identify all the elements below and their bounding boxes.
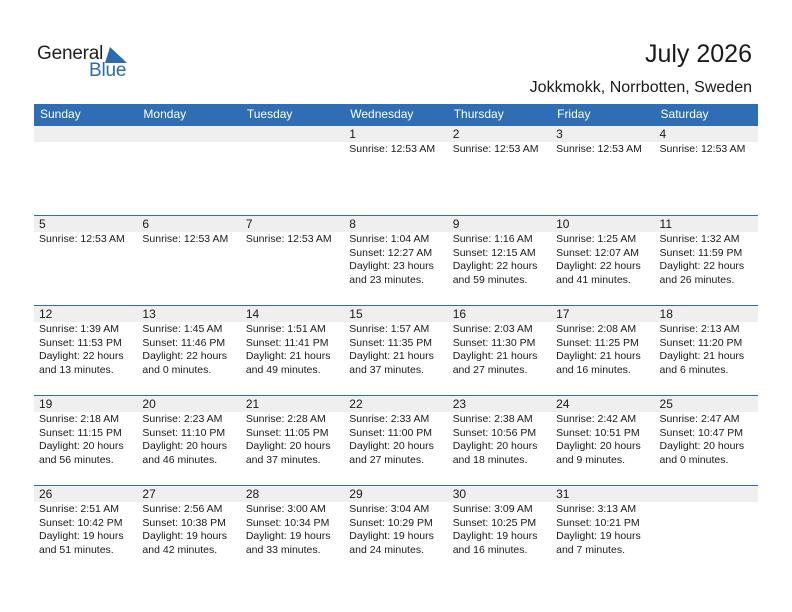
location-subtitle: Jokkmokk, Norrbotten, Sweden	[529, 79, 752, 96]
day-number: 24	[551, 396, 654, 412]
weekday-sunday: Sunday	[40, 107, 81, 121]
week-row	[34, 125, 758, 216]
day-details	[551, 142, 654, 157]
day-detail-line: and 37 minutes.	[245, 453, 321, 466]
day-number: 8	[344, 216, 447, 232]
empty-day-cell	[655, 486, 758, 575]
day-detail-line: and 7 minutes.	[556, 543, 625, 556]
day-number	[241, 126, 344, 142]
logo	[37, 43, 137, 83]
day-cell	[241, 396, 344, 485]
day-detail-line: Daylight: 19 hours	[245, 530, 331, 542]
day-cell	[241, 486, 344, 575]
day-detail-line: Daylight: 20 hours	[349, 440, 434, 452]
day-detail-line: Sunset: 12:27 AM	[349, 246, 433, 259]
day-detail-line: Sunrise: 2:03 AM	[452, 323, 533, 335]
day-cell	[137, 396, 240, 485]
day-cell	[551, 126, 654, 215]
day-detail-line: Sunset: 10:47 PM	[659, 426, 743, 439]
empty-day-cell	[241, 126, 344, 215]
day-detail-line: Sunrise: 1:04 AM	[349, 233, 430, 245]
day-cell	[655, 306, 758, 395]
day-detail-line: Daylight: 20 hours	[39, 440, 124, 452]
day-detail-line: Sunset: 10:56 PM	[452, 426, 537, 439]
day-detail-line: Sunset: 11:30 PM	[452, 336, 536, 349]
day-detail-line: Sunset: 11:10 PM	[142, 426, 226, 439]
day-details	[137, 412, 240, 467]
day-detail-line: and 23 minutes.	[349, 273, 424, 286]
day-details	[551, 412, 654, 467]
day-cell	[344, 396, 447, 485]
day-details	[241, 232, 344, 247]
empty-day-cell	[137, 126, 240, 215]
day-detail-line: Daylight: 19 hours	[452, 530, 538, 542]
day-details	[241, 322, 344, 377]
day-detail-line: Daylight: 22 hours	[556, 260, 641, 272]
day-details	[241, 412, 344, 467]
day-detail-line: Sunset: 10:21 PM	[556, 516, 640, 529]
day-number: 29	[344, 486, 447, 502]
day-detail-line: Sunset: 11:59 PM	[659, 246, 743, 259]
day-detail-line: Sunrise: 2:38 AM	[452, 413, 533, 425]
day-cell	[34, 306, 137, 395]
day-detail-line: Daylight: 20 hours	[452, 440, 538, 452]
day-detail-line: Daylight: 22 hours	[452, 260, 538, 272]
day-detail-line: Daylight: 20 hours	[142, 440, 228, 452]
day-detail-line: Sunrise: 12:53 AM	[452, 143, 539, 155]
day-detail-line: Sunrise: 12:53 AM	[245, 233, 332, 245]
day-number: 10	[551, 216, 654, 232]
day-detail-line: Sunset: 11:20 PM	[659, 336, 743, 349]
day-detail-line: Sunrise: 3:13 AM	[556, 503, 637, 515]
day-number: 19	[34, 396, 137, 412]
day-detail-line: Daylight: 21 hours	[349, 350, 434, 362]
day-details	[655, 142, 758, 157]
day-detail-line: and 51 minutes.	[39, 543, 114, 556]
day-number: 22	[344, 396, 447, 412]
day-number: 15	[344, 306, 447, 322]
day-cell	[344, 486, 447, 575]
day-detail-line: Daylight: 19 hours	[556, 530, 641, 542]
day-detail-line: and 9 minutes.	[556, 453, 625, 466]
day-cell	[137, 306, 240, 395]
day-details	[137, 502, 240, 557]
day-number: 27	[137, 486, 240, 502]
day-number: 28	[241, 486, 344, 502]
logo-general-text: General	[37, 43, 104, 64]
day-detail-line: Sunrise: 1:16 AM	[452, 233, 533, 245]
day-cell	[551, 396, 654, 485]
day-number: 5	[34, 216, 137, 232]
day-number: 31	[551, 486, 654, 502]
day-details	[448, 502, 551, 557]
day-details	[34, 322, 137, 377]
day-cell	[448, 486, 551, 575]
day-detail-line: Sunset: 11:35 PM	[349, 336, 432, 349]
day-cell	[551, 216, 654, 305]
day-details	[551, 502, 654, 557]
day-details	[655, 322, 758, 377]
day-detail-line: Daylight: 21 hours	[659, 350, 745, 362]
day-detail-line: and 46 minutes.	[142, 453, 218, 466]
day-detail-line: Sunset: 11:05 PM	[245, 426, 329, 439]
day-detail-line: and 26 minutes.	[659, 273, 735, 286]
day-number: 21	[241, 396, 344, 412]
day-detail-line: and 37 minutes.	[349, 363, 424, 376]
day-detail-line: Daylight: 21 hours	[245, 350, 331, 362]
day-detail-line: Daylight: 19 hours	[349, 530, 434, 542]
week-row	[34, 395, 758, 486]
day-detail-line: Sunrise: 1:57 AM	[349, 323, 430, 335]
day-number: 12	[34, 306, 137, 322]
day-number: 9	[448, 216, 551, 232]
day-detail-line: Sunrise: 2:47 AM	[659, 413, 740, 425]
day-number: 4	[655, 126, 758, 142]
week-row	[34, 305, 758, 396]
day-detail-line: Daylight: 21 hours	[556, 350, 641, 362]
day-cell	[344, 126, 447, 215]
day-cell	[241, 216, 344, 305]
day-details	[551, 232, 654, 287]
day-detail-line: Sunrise: 1:25 AM	[556, 233, 637, 245]
day-detail-line: Sunrise: 12:53 AM	[349, 143, 436, 155]
day-detail-line: Sunset: 12:15 AM	[452, 246, 536, 259]
day-cell	[448, 306, 551, 395]
day-details	[448, 412, 551, 467]
day-details	[344, 412, 447, 467]
day-detail-line: and 0 minutes.	[659, 453, 729, 466]
day-detail-line: Daylight: 23 hours	[349, 260, 434, 272]
day-detail-line: Sunrise: 2:42 AM	[556, 413, 637, 425]
day-detail-line: Daylight: 20 hours	[556, 440, 641, 452]
day-details	[241, 502, 344, 557]
day-detail-line: Daylight: 19 hours	[39, 530, 124, 542]
day-detail-line: and 56 minutes.	[39, 453, 114, 466]
day-number: 13	[137, 306, 240, 322]
day-detail-line: Sunset: 10:38 PM	[142, 516, 226, 529]
day-detail-line: Sunrise: 3:09 AM	[452, 503, 533, 515]
day-details	[448, 232, 551, 287]
day-number: 2	[448, 126, 551, 142]
day-number	[34, 126, 137, 142]
day-number: 23	[448, 396, 551, 412]
day-detail-line: Daylight: 22 hours	[39, 350, 124, 362]
day-number: 20	[137, 396, 240, 412]
day-details	[34, 412, 137, 467]
day-detail-line: Daylight: 22 hours	[142, 350, 228, 362]
day-detail-line: and 24 minutes.	[349, 543, 424, 556]
day-details	[137, 322, 240, 377]
day-detail-line: Sunrise: 2:18 AM	[39, 413, 119, 425]
day-number: 11	[655, 216, 758, 232]
day-details	[448, 142, 551, 157]
day-detail-line: Sunset: 10:25 PM	[452, 516, 537, 529]
day-detail-line: Sunrise: 12:53 AM	[39, 233, 125, 245]
day-cell	[344, 216, 447, 305]
day-detail-line: Sunrise: 2:28 AM	[245, 413, 326, 425]
day-detail-line: and 42 minutes.	[142, 543, 218, 556]
day-detail-line: Sunset: 10:51 PM	[556, 426, 640, 439]
day-detail-line: and 27 minutes.	[452, 363, 528, 376]
day-detail-line: Daylight: 20 hours	[245, 440, 331, 452]
day-cell	[137, 216, 240, 305]
day-number: 14	[241, 306, 344, 322]
day-detail-line: Sunrise: 3:00 AM	[245, 503, 326, 515]
day-detail-line: and 59 minutes.	[452, 273, 528, 286]
week-row	[34, 215, 758, 306]
day-number: 18	[655, 306, 758, 322]
day-detail-line: Sunrise: 3:04 AM	[349, 503, 430, 515]
day-detail-line: Daylight: 21 hours	[452, 350, 538, 362]
day-number	[137, 126, 240, 142]
day-detail-line: and 41 minutes.	[556, 273, 631, 286]
day-details	[344, 322, 447, 377]
day-detail-line: Sunrise: 1:45 AM	[142, 323, 223, 335]
day-detail-line: Sunset: 11:25 PM	[556, 336, 639, 349]
day-detail-line: Sunrise: 1:32 AM	[659, 233, 740, 245]
day-cell	[448, 396, 551, 485]
day-detail-line: and 33 minutes.	[245, 543, 321, 556]
day-number: 17	[551, 306, 654, 322]
day-detail-line: and 27 minutes.	[349, 453, 424, 466]
day-detail-line: and 49 minutes.	[245, 363, 321, 376]
day-detail-line: Sunset: 10:42 PM	[39, 516, 123, 529]
day-detail-line: Sunset: 11:00 PM	[349, 426, 432, 439]
day-cell	[448, 216, 551, 305]
day-cell	[344, 306, 447, 395]
day-cell	[551, 486, 654, 575]
logo-blue-text: Blue	[89, 60, 127, 81]
weekday-header	[34, 104, 758, 125]
day-details	[34, 502, 137, 557]
day-detail-line: Daylight: 19 hours	[142, 530, 228, 542]
empty-day-cell	[34, 126, 137, 215]
day-details	[344, 142, 447, 157]
day-cell	[34, 396, 137, 485]
day-detail-line: Sunrise: 2:13 AM	[659, 323, 740, 335]
day-number: 7	[241, 216, 344, 232]
day-detail-line: Sunset: 10:34 PM	[245, 516, 330, 529]
day-details	[655, 412, 758, 467]
day-detail-line: Sunrise: 12:53 AM	[142, 233, 229, 245]
day-detail-line: and 16 minutes.	[452, 543, 528, 556]
weekday-tuesday: Tuesday	[246, 107, 293, 121]
day-detail-line: and 18 minutes.	[452, 453, 528, 466]
day-detail-line: and 6 minutes.	[659, 363, 729, 376]
day-detail-line: Sunset: 11:53 PM	[39, 336, 122, 349]
day-cell	[655, 216, 758, 305]
day-detail-line: Sunset: 11:46 PM	[142, 336, 226, 349]
day-number: 6	[137, 216, 240, 232]
day-detail-line: Sunset: 10:29 PM	[349, 516, 433, 529]
day-number: 1	[344, 126, 447, 142]
day-number: 30	[448, 486, 551, 502]
day-detail-line: Sunrise: 2:51 AM	[39, 503, 119, 515]
day-detail-line: Sunrise: 12:53 AM	[659, 143, 746, 155]
day-detail-line: Sunrise: 12:53 AM	[556, 143, 642, 155]
weekday-monday: Monday	[143, 107, 187, 121]
day-detail-line: Sunrise: 2:08 AM	[556, 323, 637, 335]
day-number: 3	[551, 126, 654, 142]
day-detail-line: and 13 minutes.	[39, 363, 114, 376]
day-detail-line: and 16 minutes.	[556, 363, 631, 376]
day-cell	[655, 396, 758, 485]
day-cell	[241, 306, 344, 395]
day-detail-line: Sunrise: 2:33 AM	[349, 413, 430, 425]
day-number: 16	[448, 306, 551, 322]
day-cell	[34, 216, 137, 305]
day-detail-line: Daylight: 20 hours	[659, 440, 745, 452]
day-detail-line: Sunrise: 2:56 AM	[142, 503, 223, 515]
day-details	[344, 232, 447, 287]
day-detail-line: Sunrise: 2:23 AM	[142, 413, 223, 425]
day-cell	[448, 126, 551, 215]
weekday-saturday: Saturday	[660, 107, 709, 121]
day-details	[551, 322, 654, 377]
day-details	[655, 232, 758, 287]
day-details	[448, 322, 551, 377]
weekday-wednesday: Wednesday	[350, 107, 414, 121]
day-number: 25	[655, 396, 758, 412]
day-detail-line: Daylight: 22 hours	[659, 260, 745, 272]
day-detail-line: Sunset: 12:07 AM	[556, 246, 639, 259]
day-details	[34, 232, 137, 247]
day-detail-line: Sunset: 11:15 PM	[39, 426, 122, 439]
day-cell	[34, 486, 137, 575]
day-cell	[551, 306, 654, 395]
day-detail-line: Sunset: 11:41 PM	[245, 336, 329, 349]
weekday-friday: Friday	[557, 107, 591, 121]
day-number: 26	[34, 486, 137, 502]
weekday-thursday: Thursday	[453, 107, 504, 121]
day-cell	[137, 486, 240, 575]
day-details	[137, 232, 240, 247]
day-detail-line: Sunrise: 1:39 AM	[39, 323, 119, 335]
day-detail-line: Sunrise: 1:51 AM	[245, 323, 326, 335]
week-row	[34, 485, 758, 576]
page-title: July 2026	[644, 40, 752, 68]
day-cell	[655, 126, 758, 215]
day-detail-line: and 0 minutes.	[142, 363, 212, 376]
day-details	[344, 502, 447, 557]
day-number	[655, 486, 758, 502]
